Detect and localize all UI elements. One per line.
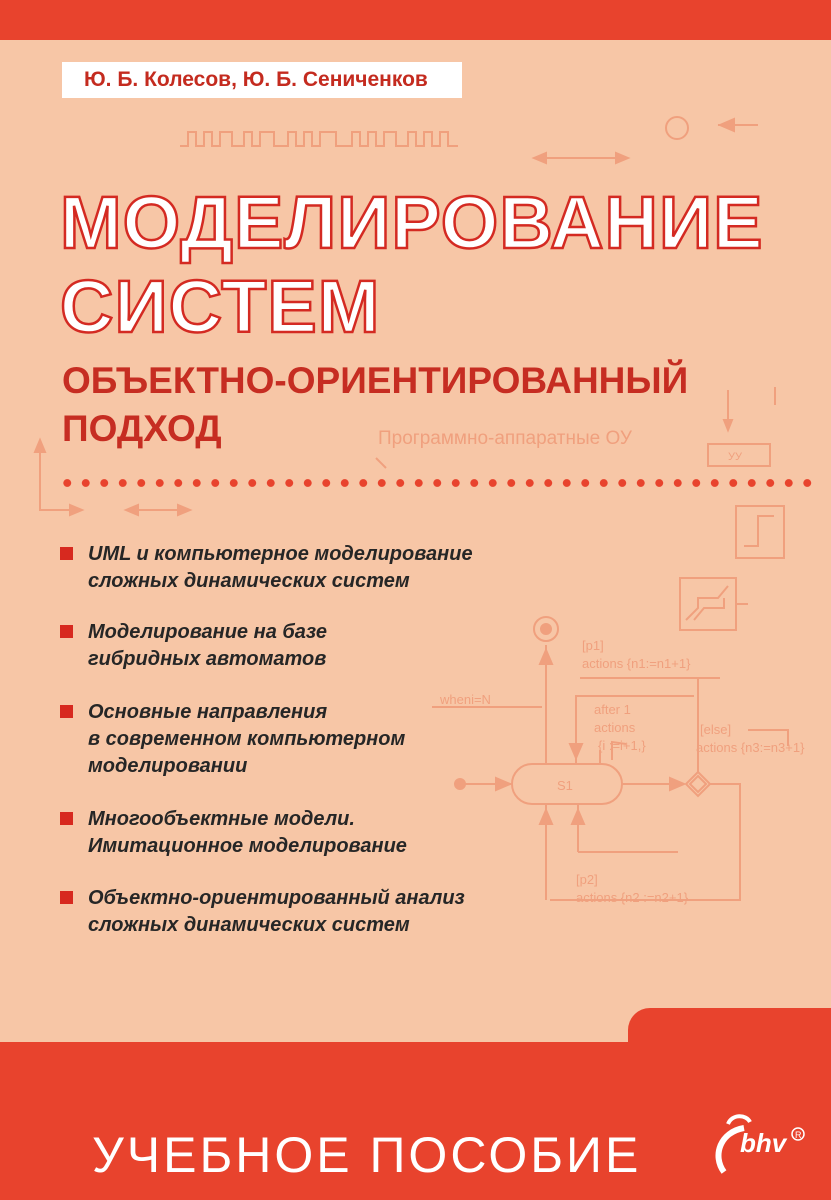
uu-label: УУ [728,451,742,463]
bullet-square-icon [60,705,73,718]
subtitle-line-1: ОБЪЕКТНО-ОРИЕНТИРОВАННЫЙ [62,360,689,401]
bullet-text: моделировании [88,755,248,777]
book-title-line-2: СИСТЕМ [60,265,381,348]
bullet-text: Многообъектные модели. [88,808,355,830]
bullet-text: Имитационное моделирование [88,835,407,857]
bullet-text: гибридных автоматов [88,648,327,670]
p1-label: [p1] [582,638,604,653]
bullet-square-icon [60,891,73,904]
after-actions: actions [594,720,636,735]
else-actions: actions {n3:=n3+1} [696,740,805,755]
hw-label: Программно-аппаратные ОУ [378,428,632,449]
when-label: wheni=N [440,692,491,707]
bullet-text: Моделирование на базе [88,621,327,643]
dotted-divider [58,476,816,490]
bullet-text: Основные направления [88,701,328,723]
bullet-square-icon [60,812,73,825]
after-expr: {i :=i+1,} [598,738,646,753]
publisher-logo [710,1110,810,1180]
p1-actions: actions {n1:=n1+1} [582,656,691,671]
else-label: [else] [700,722,732,737]
bullet-square-icon [60,547,73,560]
bullet-text: UML и компьютерное моделирование [88,543,473,565]
bullet-text: Объектно-ориентированный анализ [88,887,465,909]
series-label: УЧЕБНОЕ ПОСОБИЕ [92,1127,642,1183]
p2-actions: actions {n2 :=n2+1} [576,890,689,905]
after-label: after 1 [594,702,631,717]
state-label: S1 [557,778,573,793]
bullet-text: в современном компьютерном [88,728,406,750]
bullet-square-icon [60,625,73,638]
p2-label: [p2] [576,872,598,887]
svg-text:R: R [795,1130,802,1140]
bullet-text: сложных динамических систем [88,570,410,592]
book-title-line-1: МОДЕЛИРОВАНИЕ [60,181,764,264]
authors: Ю. Б. Колесов, Ю. Б. Сениченков [62,62,462,98]
subtitle-line-2: ПОДХОД [62,408,222,449]
bullet-text: сложных динамических систем [88,914,410,936]
publisher-name: bhv [740,1128,787,1158]
